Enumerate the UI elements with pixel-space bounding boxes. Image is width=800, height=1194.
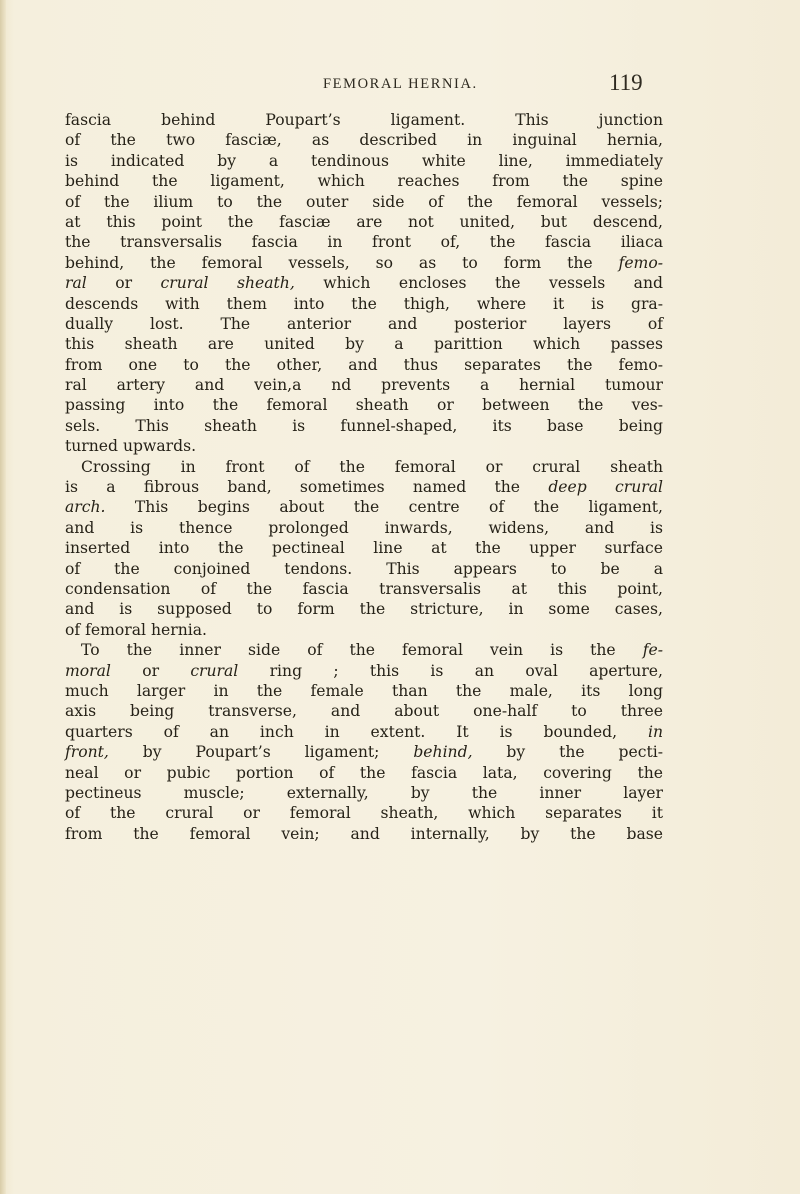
line-text: or (86, 274, 161, 293)
page-binding-edge (0, 0, 6, 1194)
italic-term: ral (65, 274, 87, 293)
text-line (65, 701, 663, 721)
line-text: pectineus muscle; externally, by the inner layer (65, 783, 663, 802)
line-text: by the pecti- (472, 743, 663, 762)
line-text: ring ; this is an oval aperture, (238, 661, 663, 680)
line-text: passing into the femoral sheath or between the ves- (65, 396, 663, 415)
text-line (65, 722, 663, 742)
text-line (65, 457, 663, 477)
line-text: of the ilium to the outer side of the femoral vessels; (65, 192, 663, 211)
text-line (65, 212, 663, 232)
italic-term: fe- (642, 641, 663, 660)
line-text: which encloses the vessels and (294, 274, 663, 293)
italic-term: crural (190, 661, 239, 680)
page-number: 119 (609, 70, 643, 95)
text-line (65, 416, 663, 436)
text-line (65, 681, 663, 701)
text-line (65, 130, 663, 150)
line-text: of the two fasciæ, as described in inguinal hernia, (65, 131, 663, 150)
text-line (65, 355, 663, 375)
line-text: dually lost. The anterior and posterior layers of (65, 314, 663, 333)
line-text: from one to the other, and thus separates the femo- (65, 355, 663, 374)
text-line (65, 599, 663, 619)
line-text: and is supposed to form the stricture, in some cases, (65, 600, 663, 619)
running-head: FEMORAL HERNIA. (323, 76, 478, 92)
text-line (65, 538, 663, 558)
text-line (65, 253, 663, 273)
line-text: of femoral hernia. (65, 620, 207, 639)
text-line (65, 518, 663, 538)
line-text: and is thence prolonged inwards, widens, and is (65, 518, 663, 537)
line-text: the transversalis fascia in front of, the fascia iliaca (65, 233, 663, 252)
line-text: behind, the femoral vessels, so as to form the (65, 253, 619, 272)
line-text: sels. This sheath is funnel-shaped, its base being (65, 416, 663, 435)
text-line (65, 110, 663, 130)
italic-term: arch. (65, 498, 106, 517)
line-text: This begins about the centre of the ligament, (105, 498, 663, 517)
line-text: of the conjoined tendons. This appears to be a (65, 559, 663, 578)
line-text: this sheath are united by a parittion which passes (65, 335, 663, 354)
line-text: descends with them into the thigh, where it is gra- (65, 294, 663, 313)
line-text: by Poupart’s ligament; (108, 743, 414, 762)
text-line (65, 640, 663, 660)
line-text: from the femoral vein; and internally, by the base (65, 824, 663, 843)
text-line (65, 436, 663, 456)
text-line (65, 497, 663, 517)
text-line (65, 395, 663, 415)
text-line (65, 151, 663, 171)
text-line (65, 294, 663, 314)
text-line (65, 620, 663, 640)
line-text: inserted into the pectineal line at the upper surface (65, 539, 663, 558)
line-text: at this point the fasciæ are not united, but descend, (65, 212, 663, 231)
line-text: much larger in the female than the male, its long (65, 681, 663, 700)
text-line (65, 232, 663, 252)
line-text: is a fibrous band, sometimes named the (65, 478, 549, 497)
italic-term: in (647, 722, 663, 741)
text-line (65, 559, 663, 579)
text-line (65, 661, 663, 681)
line-text: ral artery and vein,a nd prevents a hernial tumour (65, 376, 663, 395)
italic-term: femo- (618, 253, 663, 272)
line-text: of the crural or femoral sheath, which separates it (65, 804, 663, 823)
body-text (65, 110, 663, 844)
line-text: condensation of the fascia transversalis at this point, (65, 579, 663, 598)
text-line (65, 314, 663, 334)
italic-term: front, (65, 743, 109, 762)
line-text: behind the ligament, which reaches from the spine (65, 172, 663, 191)
text-line (65, 783, 663, 803)
italic-term: crural sheath, (160, 274, 295, 293)
line-text: quarters of an inch in extent. It is bounded, (65, 722, 648, 741)
italic-term: behind, (413, 743, 473, 762)
text-line (65, 334, 663, 354)
text-line (65, 803, 663, 823)
text-line (65, 375, 663, 395)
line-text: fascia behind Poupart’s ligament. This junction (65, 111, 663, 129)
text-line (65, 579, 663, 599)
line-text: Crossing in front of the femoral or crural sheath (81, 457, 663, 476)
line-text: axis being transverse, and about one-half to three (65, 702, 663, 721)
line-text: To the inner side of the femoral vein is the (81, 641, 643, 660)
text-line (65, 273, 663, 293)
text-line (65, 477, 663, 497)
text-line (65, 742, 663, 762)
text-line (65, 171, 663, 191)
line-text: turned upwards. (65, 437, 197, 456)
text-line (65, 824, 663, 844)
text-line (65, 763, 663, 783)
line-text: is indicated by a tendinous white line, immediately (65, 151, 663, 170)
italic-term: moral (65, 661, 111, 680)
line-text: neal or pubic portion of the fascia lata, covering the (65, 763, 663, 782)
line-text: or (110, 661, 191, 680)
italic-term: deep crural (548, 478, 663, 497)
text-line (65, 192, 663, 212)
